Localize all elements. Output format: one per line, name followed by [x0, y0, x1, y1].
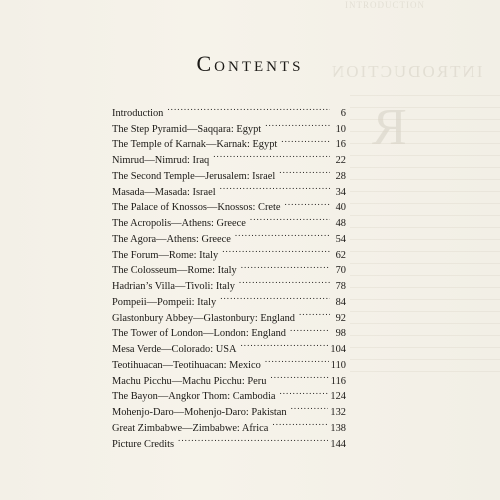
toc-entry-page-number: 48: [335, 218, 346, 229]
dot-leader: [265, 352, 329, 368]
toc-entry-label: Machu Picchu—Machu Picchu: Peru: [112, 375, 267, 387]
toc-entry-label: Masada—Masada: Israel: [112, 186, 216, 198]
toc-entry-label: Mesa Verde—Colorado: USA: [112, 344, 237, 355]
table-of-contents: [112, 100, 346, 450]
page-title: Contents: [196, 50, 304, 76]
bleed-through-initial: R: [372, 99, 407, 156]
dot-leader: [270, 368, 328, 384]
dot-leader: [279, 163, 330, 179]
toc-entry-label: Hadrian’s Villa—Tivoli: Italy: [112, 281, 235, 292]
dot-leader: [213, 147, 330, 163]
toc-entry-label: Mohenjo-Daro—Mohenjo-Daro: Pakistan: [112, 407, 287, 418]
toc-entry-page-number: 124: [330, 391, 346, 403]
dot-leader: [281, 132, 330, 148]
toc-entry-label: The Palace of Knossos—Knossos: Crete: [112, 202, 281, 214]
toc-entry-page-number: 92: [335, 312, 346, 324]
dot-leader: [220, 179, 330, 195]
toc-entry-page-number: 22: [335, 155, 346, 166]
toc-entry-label: Picture Credits: [112, 438, 175, 450]
dot-leader: [240, 336, 328, 352]
toc-entry-page-number: 54: [335, 233, 346, 245]
toc-entry-label: The Bayon—Angkor Thom: Cambodia: [112, 391, 276, 403]
toc-entry-page-number: 10: [335, 123, 346, 135]
dot-leader: [291, 399, 329, 415]
toc-entry-label: The Forum—Rome: Italy: [112, 249, 219, 261]
toc-entry-page-number: 62: [335, 249, 346, 261]
dot-leader: [285, 195, 330, 211]
toc-entry-page-number: 40: [335, 202, 346, 214]
toc-entry-label: Introduction: [112, 107, 164, 119]
toc-entry-page-number: 110: [330, 359, 346, 371]
toc-entry-page-number: 104: [330, 344, 346, 355]
dot-leader: [220, 289, 330, 305]
dot-leader: [241, 258, 330, 274]
toc-entry-label: Nimrud—Nimrud: Iraq: [112, 155, 210, 166]
dot-leader: [222, 242, 330, 258]
toc-entry-label: The Acropolis—Athens: Greece: [112, 218, 246, 229]
toc-entry-label: The Colosseum—Rome: Italy: [112, 265, 237, 277]
toc-entry-label: The Agora—Athens: Greece: [112, 233, 231, 245]
toc-entry-page-number: 70: [335, 265, 346, 277]
toc-entry-page-number: 144: [330, 438, 346, 450]
dot-leader: [299, 305, 330, 321]
bleed-through-lines: [350, 95, 500, 383]
toc-entry-label: The Step Pyramid—Saqqara: Egypt: [112, 123, 262, 135]
toc-entry-page-number: 138: [330, 422, 346, 434]
dot-leader: [265, 116, 330, 132]
dot-leader: [279, 384, 328, 400]
toc-entry-label: Glastonbury Abbey—Glastonbury: England: [112, 312, 295, 324]
toc-entry-label: The Tower of London—London: England: [112, 328, 286, 340]
dot-leader: [178, 431, 328, 447]
toc-entry-page-number: 16: [335, 139, 346, 151]
dot-leader: [290, 321, 330, 337]
toc-entry-page-number: 6: [340, 107, 346, 119]
toc-entry-label: Great Zimbabwe—Zimbabwe: Africa: [112, 422, 269, 434]
toc-entry: [112, 100, 346, 119]
toc-entry-label: The Temple of Karnak—Karnak: Egypt: [112, 139, 278, 151]
toc-entry-page-number: 116: [330, 375, 346, 387]
bleed-through-title: INTRODUCTION: [330, 62, 483, 81]
toc-entry-label: Pompeii—Pompeii: Italy: [112, 296, 217, 308]
toc-entry-page-number: 78: [335, 281, 346, 292]
toc-entry-page-number: 34: [335, 186, 346, 198]
toc-entry-label: The Second Temple—Jerusalem: Israel: [112, 170, 276, 182]
dot-leader: [167, 100, 330, 116]
toc-entry-page-number: 28: [335, 170, 346, 182]
toc-entry-label: Teotihuacan—Teotihuacan: Mexico: [112, 359, 261, 371]
bleed-through-header: INTRODUCTION: [345, 0, 425, 10]
toc-entry-page-number: 132: [330, 407, 346, 418]
toc-entry-page-number: 98: [335, 328, 346, 340]
dot-leader: [239, 273, 330, 289]
dot-leader: [250, 210, 330, 226]
toc-entry-page-number: 84: [335, 296, 346, 308]
dot-leader: [235, 226, 330, 242]
dot-leader: [272, 415, 328, 431]
